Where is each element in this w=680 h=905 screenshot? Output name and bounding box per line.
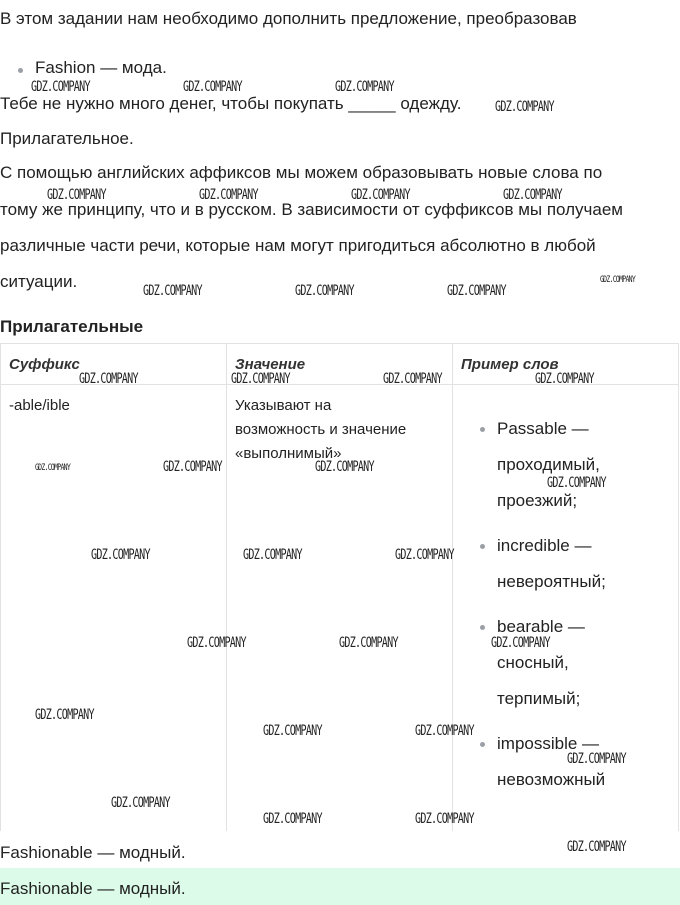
result-line: Fashionable — модный. [0, 843, 186, 862]
table-cell-meaning-2: возможность и значение [235, 421, 407, 438]
intro-text: В этом задании нам необходимо дополнить предложение, преобразовав [0, 9, 577, 28]
watermark: GDZ.COMPANY [535, 371, 594, 387]
explanation-line-2: тому же принципу, что и в русском. В зависимости от суффиксов мы получаем [0, 200, 623, 219]
example-item-text: проходимый, [497, 455, 600, 474]
table-divider [452, 343, 453, 831]
watermark: GDZ.COMPANY [35, 463, 70, 473]
list-bullet [480, 625, 485, 630]
table-divider [226, 343, 227, 831]
example-item-text: сносный, [497, 653, 569, 672]
sentence-text: Тебе не нужно много денег, чтобы покупать _____ одежду. [0, 94, 462, 113]
example-item-text: incredible — [497, 536, 592, 555]
explanation-line-4: ситуации. [0, 272, 78, 291]
example-item-text: impossible — [497, 734, 600, 753]
watermark: GDZ.COMPANY [143, 283, 202, 299]
watermark: GDZ.COMPANY [31, 79, 90, 95]
list-bullet [480, 742, 485, 747]
example-item-text: bearable — [497, 617, 585, 636]
watermark: GDZ.COMPANY [231, 371, 290, 387]
table-header-examples: Пример слов [461, 356, 559, 373]
watermark: GDZ.COMPANY [351, 187, 410, 203]
example-item-text: невероятный; [497, 572, 606, 591]
explanation-line-1: С помощью английских аффиксов мы можем образовывать новые слова по [0, 163, 603, 182]
example-item-text: невозможный [497, 770, 606, 789]
list-bullet [480, 544, 485, 549]
word-item: Fashion — мода. [35, 58, 167, 77]
explanation-line-3: различные части речи, которые нам могут пригодиться абсолютно в любой [0, 236, 596, 255]
watermark: GDZ.COMPANY [447, 283, 506, 299]
watermark: GDZ.COMPANY [187, 635, 246, 651]
watermark: GDZ.COMPANY [395, 547, 454, 563]
watermark: GDZ.COMPANY [567, 751, 626, 767]
watermark: GDZ.COMPANY [263, 723, 322, 739]
watermark: GDZ.COMPANY [35, 707, 94, 723]
watermark: GDZ.COMPANY [199, 187, 258, 203]
table-cell-meaning-1: Указывают на [235, 397, 332, 414]
watermark: GDZ.COMPANY [163, 459, 222, 475]
answer-text: Fashionable — модный. [0, 879, 186, 898]
table-header-suffix: Суффикс [9, 356, 80, 373]
table-cell-suffix: -able/ible [9, 397, 70, 414]
watermark: GDZ.COMPANY [415, 723, 474, 739]
example-item-text: терпимый; [497, 689, 581, 708]
section-heading: Прилагательные [0, 317, 144, 336]
watermark: GDZ.COMPANY [79, 371, 138, 387]
example-item-text: Passable — [497, 419, 589, 438]
watermark: GDZ.COMPANY [295, 283, 354, 299]
watermark: GDZ.COMPANY [547, 475, 606, 491]
watermark: GDZ.COMPANY [243, 547, 302, 563]
table-header-meaning: Значение [235, 356, 306, 373]
watermark: GDZ.COMPANY [335, 79, 394, 95]
watermark: GDZ.COMPANY [111, 795, 170, 811]
list-bullet [480, 427, 485, 432]
watermark: GDZ.COMPANY [491, 635, 550, 651]
watermark: GDZ.COMPANY [600, 275, 635, 285]
watermark: GDZ.COMPANY [415, 811, 474, 827]
watermark: GDZ.COMPANY [315, 459, 374, 475]
watermark: GDZ.COMPANY [495, 99, 554, 115]
watermark: GDZ.COMPANY [263, 811, 322, 827]
watermark: GDZ.COMPANY [383, 371, 442, 387]
watermark: GDZ.COMPANY [183, 79, 242, 95]
watermark: GDZ.COMPANY [503, 187, 562, 203]
table-cell-meaning-3: «выполнимый» [235, 445, 342, 462]
watermark: GDZ.COMPANY [339, 635, 398, 651]
example-item-text: проезжий; [497, 491, 578, 510]
watermark: GDZ.COMPANY [47, 187, 106, 203]
list-bullet [18, 68, 23, 73]
watermark: GDZ.COMPANY [567, 839, 626, 855]
part-of-speech: Прилагательное. [0, 129, 134, 148]
watermark: GDZ.COMPANY [91, 547, 150, 563]
